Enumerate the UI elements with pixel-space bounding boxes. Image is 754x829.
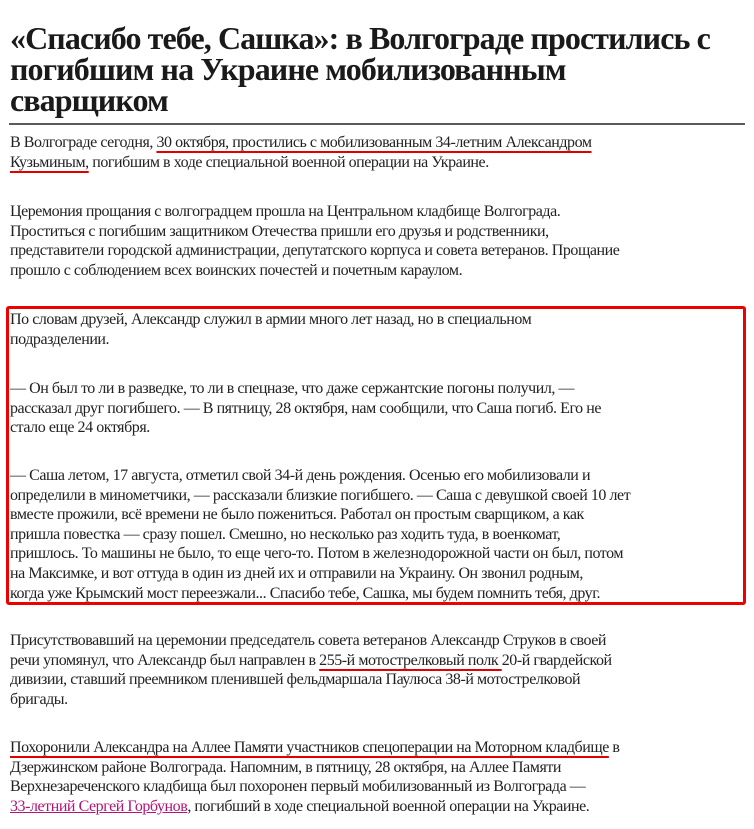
text-segment: — Саша летом, 17 августа, отметил свой 34-й день рождения. Осенью его мобилизовали и (10, 467, 591, 484)
text-line (10, 777, 620, 797)
title-line: «Спасибо тебе, Сашка»: в Волгограде простились с (10, 20, 710, 57)
text-segment: , погибший в ходе специальной военной операции на Украине. (187, 797, 590, 815)
article-link[interactable]: 33-летний Сергей Горбунов (10, 797, 188, 815)
text-segment: речи упомянул, что Александр был направлен в (10, 651, 320, 669)
text-segment: Проститься с погибшим защитником Отечества пришли его друзья и родственники, (10, 222, 549, 240)
text-segment: вместе прожили, всё времени не было пожениться. Работал он простым сварщиком, а как (10, 506, 584, 524)
text-segment: 20-й гвардейской (501, 651, 612, 669)
title-line: погибшим на Украине мобилизованным (10, 51, 566, 88)
text-segment: пришлось. То машины не было, то еще чего-то. Потом в железнодорожной части он был, потом (10, 545, 624, 563)
text-segment: дивизии, ставший преемником пленившей фельдмаршала Паулюса 38-й мотострелковой (10, 671, 581, 689)
text-line (10, 486, 630, 506)
text-segment: на Максимке, и вот оттуда в один из дней их и отправили на Украину. Он звонил родным, (10, 564, 583, 582)
text-segment: погибшим в ходе специальной военной операции на Украине. (88, 153, 489, 171)
text-line (10, 758, 620, 778)
article-title (10, 20, 710, 119)
highlighted-text: 255-й мотострелковый полк (319, 651, 502, 669)
text-segment: в (608, 739, 620, 756)
text-segment: когда уже Крымский мост переезжали... Спасибо тебе, Сашка, мы будем помнить тебя, друг. (10, 584, 601, 602)
text-line (10, 330, 531, 350)
text-line (10, 310, 531, 330)
text-line (10, 797, 620, 817)
text-line (10, 505, 630, 525)
text-line (10, 241, 619, 261)
text-segment: бригады. (10, 690, 68, 708)
highlighted-text: Кузьминым, (10, 153, 89, 171)
veterans-paragraph (10, 631, 612, 709)
text-segment: Церемония прощания с волгоградцем прошла на Центральном кладбище Волгограда. (10, 203, 561, 220)
text-line (10, 222, 619, 242)
text-segment: прошло с соблюдением всех воинских почестей и почетным караулом. (10, 261, 463, 279)
quote-paragraph-3 (10, 466, 630, 603)
highlighted-text: Похоронили Александра на Аллее Памяти участников спецоперации на Моторном кладбище (10, 739, 609, 756)
text-line (10, 153, 592, 173)
highlighted-text: 30 октября, простились с мобилизованным 34-летним Александром (156, 134, 592, 151)
text-line (10, 690, 612, 710)
text-line (10, 670, 612, 690)
text-line (10, 261, 619, 281)
intro-paragraph (10, 133, 592, 172)
text-segment: По словам друзей, Александр служил в армии много лет назад, но в специальном (10, 311, 532, 328)
text-line (10, 564, 630, 584)
text-segment: — Он был то ли в разведке, то ли в спецназе, что даже сержантские погоны получил, — (10, 380, 575, 397)
text-segment: Присутствовавший на церемонии председатель совета ветеранов Александр Струков в своей (10, 632, 607, 649)
title-line: сварщиком (10, 82, 168, 119)
burial-paragraph (10, 738, 620, 816)
text-segment: определили в минометчики, — рассказали близкие погибшего. — Саша с девушкой своей 10 лет (10, 486, 631, 504)
text-line (10, 133, 592, 153)
text-segment: пришла повестка — сразу пошел. Смешно, но несколько раз ходить туда, в военкомат, (10, 525, 561, 543)
text-line (10, 379, 601, 399)
text-line (10, 418, 601, 438)
text-line (10, 584, 630, 604)
text-line (10, 651, 612, 671)
text-segment: В Волгограде сегодня, (10, 134, 157, 151)
text-line (10, 525, 630, 545)
text-segment: Дзержинском районе Волгограда. Напомним, в пятницу, 28 октября, на Аллее Памяти (10, 758, 562, 776)
text-line (10, 631, 612, 651)
text-line (10, 466, 630, 486)
text-line (10, 738, 620, 758)
text-segment: рассказал друг погибшего. — В пятницу, 28 октября, нам сообщили, что Саша погиб. Его не (10, 399, 602, 417)
text-line (10, 544, 630, 564)
text-segment: стало еще 24 октября. (10, 419, 150, 437)
text-segment: подразделении. (10, 330, 110, 348)
text-segment: Верхнезареченского кладбища был похоронен первый мобилизованный из Волгограда — (10, 778, 586, 796)
divider (9, 123, 745, 125)
text-line (10, 399, 601, 419)
quote-paragraph-2 (10, 379, 601, 438)
text-line (10, 202, 619, 222)
text-segment: представители городской администрации, депутатского корпуса и совета ветеранов. Прощание (10, 242, 620, 260)
ceremony-paragraph (10, 202, 619, 280)
quote-paragraph-1 (10, 310, 531, 349)
